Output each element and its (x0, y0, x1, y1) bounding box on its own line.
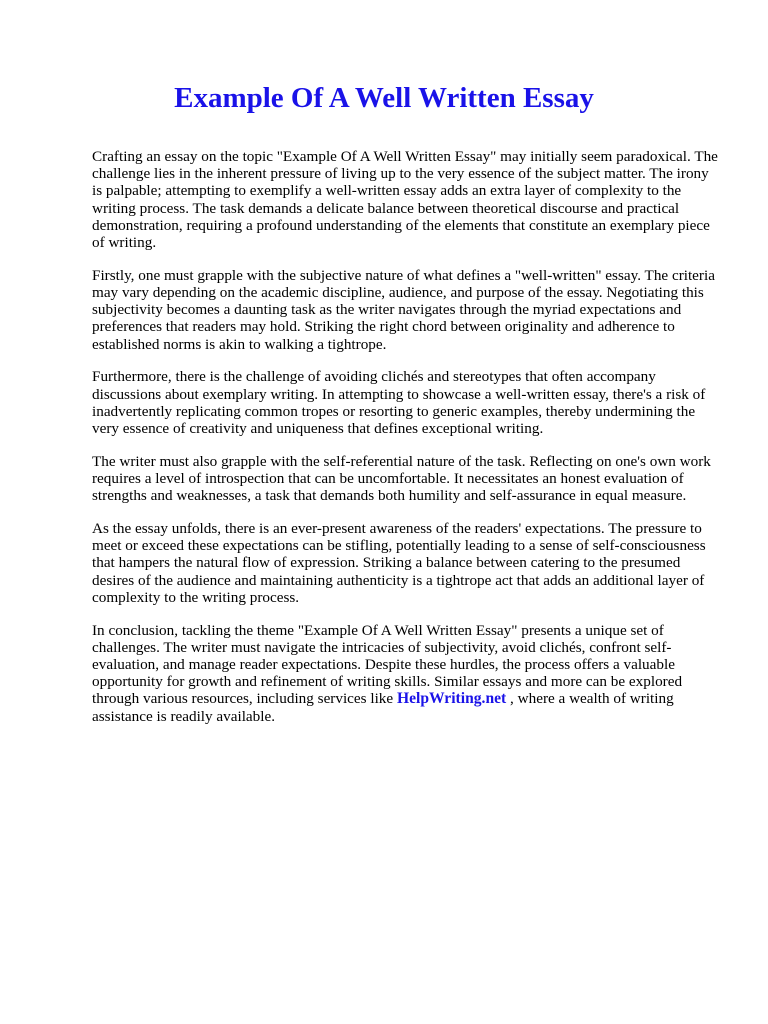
page-title: Example Of A Well Written Essay (174, 82, 594, 114)
paragraph-5: As the essay unfolds, there is an ever-present awareness of the readers' expectations. The pressure to meet or exceed these expectations can be stifling, potentially leading to a sense of self-consciousness that hampers the natural flow of expression. Striking a balance between catering to the presumed desires of the audience and maintaining authenticity is a tightrope act that adds an additional layer of complexity to the writing process. (92, 520, 706, 606)
paragraph-4: The writer must also grapple with the self-referential nature of the task. Reflecting on one's own work requires a level of introspection that can be uncomfortable. It necessitates an honest evaluation of strengths and weaknesses, a task that demands both humility and self-assurance in equal measure. (92, 452, 711, 505)
paragraph-3: Furthermore, there is the challenge of avoiding clichés and stereotypes that often accompany discussions about exemplary writing. In attempting to showcase a well-written essay, there's a risk of inadvertently replicating common tropes or resorting to generic examples, thereby undermining the very essence of creativity and uniqueness that defines exceptional writing. (92, 368, 706, 438)
paragraph-1: Crafting an essay on the topic "Example Of A Well Written Essay" may initially seem paradoxical. The challenge lies in the inherent pressure of living up to the very essence of the subject matter. The irony is palpable; attempting to exemplify a well-written essay adds an extra layer of complexity to the writing process. The task demands a delicate balance between theoretical discourse and practical demonstration, requiring a profound understanding of the elements that constitute an exemplary piece of writing. (92, 148, 718, 252)
conclusion-text: In conclusion, tackling the theme "Example Of A Well Written Essay" presents a unique set of challenges. The writer must navigate the intricacies of subjectivity, avoid clichés, confront self-evaluation, and manage reader expectations. Despite these hurdles, the process offers a valuable opportunity for growth and refinement of writing skills. Similar essays and more can be explored through various resources, including services like (92, 621, 683, 708)
conclusion-text-end: , where a wealth of writing assistance is readily available. (92, 690, 674, 725)
paragraph-2: Firstly, one must grapple with the subjective nature of what defines a "well-written" essay. The criteria may vary depending on the academic discipline, audience, and purpose of the essay. Negotiating this subjectivity becomes a daunting task as the writer navigates through the myriad expectations and preferences that readers may hold. Striking the right chord between originality and adherence to established norms is akin to walking a tightrope. (92, 266, 715, 353)
paragraph-conclusion (92, 622, 722, 725)
essay-body (92, 148, 722, 740)
helpwriting-link[interactable]: HelpWriting.net (396, 690, 507, 708)
